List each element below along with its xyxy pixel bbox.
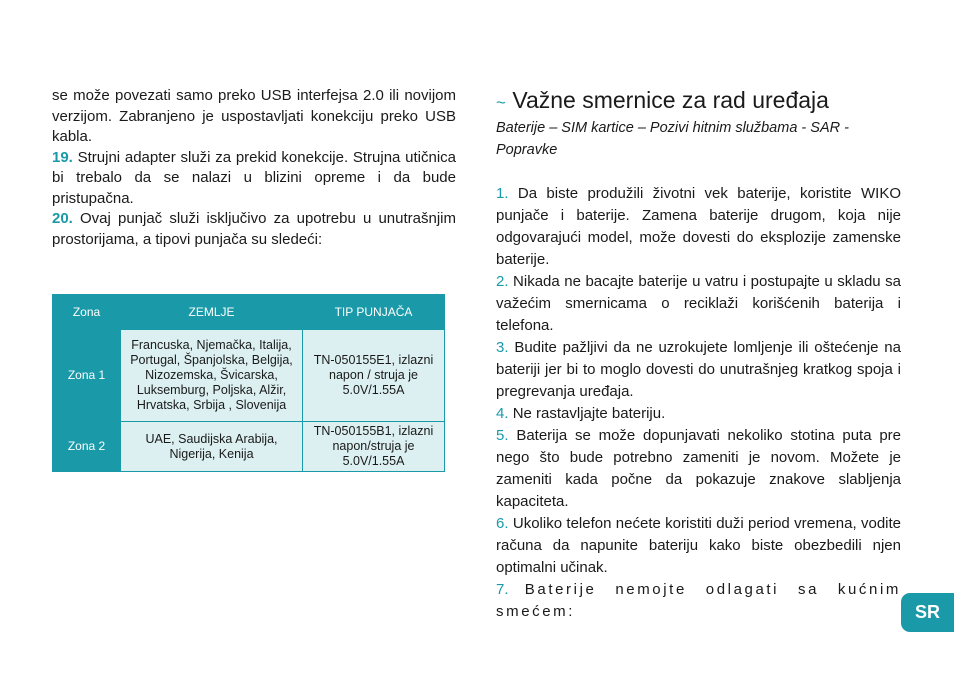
list-item-number: 4. bbox=[496, 405, 509, 422]
list-item-text: Budite pažljivi da ne uzrokujete lomljenje ili oštećenje na bateriji jer bi to moglo dovesti do unutrašnjeg kratkog spoja i pregrevanja uređaja. bbox=[496, 339, 901, 400]
list-item-number: 2. bbox=[496, 273, 509, 290]
item-20-number: 20. bbox=[52, 210, 73, 227]
list-item-text: Ukoliko telefon nećete koristiti duži period vremena, vodite računa da napunite bateriju kako biste obezbedili njen optimalni učinak. bbox=[496, 515, 901, 576]
list-item bbox=[496, 425, 901, 513]
charger-cell: TN-050155B1, izlazni napon/struja je 5.0V/1.55A bbox=[303, 422, 445, 472]
header-charger-type: TIP PUNJAČA bbox=[303, 295, 445, 330]
table-row bbox=[53, 422, 445, 472]
item-19 bbox=[52, 148, 456, 210]
header-countries: ZEMLJE bbox=[121, 295, 303, 330]
list-item-text: Ne rastavljajte bateriju. bbox=[512, 405, 666, 422]
list-item-number: 6. bbox=[496, 515, 509, 532]
list-item bbox=[496, 513, 901, 579]
left-column bbox=[52, 86, 456, 250]
item-19-text: Strujni adapter služi za prekid konekcije. Strujna utičnica bi trebalo da se nalazi u blizini opreme i da bude pristupačna. bbox=[52, 148, 456, 207]
list-item-number: 1. bbox=[496, 185, 509, 202]
intro-paragraph: se može povezati samo preko USB interfejsa 2.0 ili novijom verzijom. Zabranjeno je uspostavljati konekciju preko USB kabla. bbox=[52, 87, 456, 145]
list-item-number: 3. bbox=[496, 339, 509, 356]
list-item-text: Baterija se može dopunjavati nekoliko stotina puta pre nego što bude potrebno zameniti je novom. Možete je zameniti kada počne da pokazuje znakove slabljenja kapaciteta. bbox=[496, 427, 902, 510]
table-row bbox=[53, 330, 445, 422]
list-item-text: Da biste produžili životni vek baterije, koristite WIKO punjače i baterije. Zamena baterije drugom, koja nije odgovarajući model, može dovesti do eksplozije zamenske baterije. bbox=[496, 185, 901, 268]
section-heading bbox=[496, 86, 901, 117]
list-item bbox=[496, 579, 901, 623]
list-item-text: Baterije nemojte odlagati sa kućnim smećem: bbox=[496, 581, 902, 620]
list-item bbox=[496, 271, 901, 337]
item-20-text: Ovaj punjač služi isključivo za upotrebu u unutrašnjim prostorijama, a tipovi punjača su sledeći: bbox=[52, 210, 456, 248]
countries-cell: UAE, Saudijska Arabija, Nigerija, Kenija bbox=[121, 422, 303, 472]
list-item bbox=[496, 337, 901, 403]
section-subheading: Baterije – SIM kartice – Pozivi hitnim službama - SAR - Popravke bbox=[496, 120, 849, 158]
header-zone: Zona bbox=[53, 295, 121, 330]
language-badge: SR bbox=[901, 593, 954, 632]
zone-cell: Zona 1 bbox=[53, 330, 121, 422]
tilde-mark: ~ bbox=[496, 93, 506, 112]
list-item-number: 7. bbox=[496, 581, 509, 598]
item-20 bbox=[52, 209, 456, 250]
list-item bbox=[496, 403, 901, 425]
countries-cell: Francuska, Njemačka, Italija, Portugal, Španjolska, Belgija, Nizozemska, Švicarska, Luksemburg, Poljska, Alžir, Hrvatska, Srbija , Slovenija bbox=[121, 330, 303, 422]
list-item-number: 5. bbox=[496, 427, 509, 444]
heading-text: Važne smernice za rad uređaja bbox=[512, 87, 829, 113]
charger-zones-table bbox=[52, 294, 445, 472]
table-header-row bbox=[53, 295, 445, 330]
zone-cell: Zona 2 bbox=[53, 422, 121, 472]
list-item-text: Nikada ne bacajte baterije u vatru i postupajte u skladu sa važećim smernicama o reciklaži korišćenih baterija i telefona. bbox=[496, 273, 902, 334]
list-item bbox=[496, 183, 901, 271]
charger-cell: TN-050155E1, izlazni napon / struja je 5.0V/1.55A bbox=[303, 330, 445, 422]
item-19-number: 19. bbox=[52, 148, 73, 166]
right-column bbox=[496, 86, 901, 623]
